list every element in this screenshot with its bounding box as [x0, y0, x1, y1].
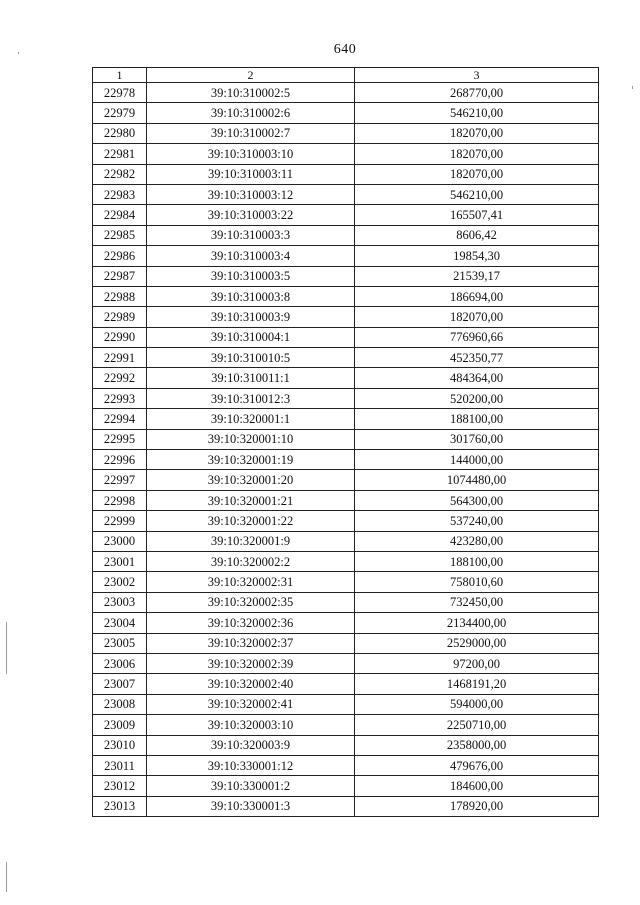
row-number-cell: 22997 — [93, 470, 147, 490]
cadastral-number-cell: 39:10:310012:3 — [147, 388, 355, 408]
cadastral-value-cell: 182070,00 — [355, 307, 599, 327]
row-number-cell: 23004 — [93, 613, 147, 633]
cadastral-number-cell: 39:10:310003:4 — [147, 246, 355, 266]
scan-edge-mark — [6, 622, 7, 674]
header-row — [93, 68, 599, 83]
cadastral-value-cell: 268770,00 — [355, 83, 599, 103]
table-row — [93, 674, 599, 694]
cadastral-value-cell: 184600,00 — [355, 776, 599, 796]
cadastral-number-cell: 39:10:310011:1 — [147, 368, 355, 388]
row-number-cell: 22996 — [93, 450, 147, 470]
cadastral-number-cell: 39:10:320002:37 — [147, 633, 355, 653]
table-row — [93, 633, 599, 653]
cadastral-number-cell: 39:10:320003:10 — [147, 715, 355, 735]
table-header — [93, 68, 599, 83]
cadastral-value-cell: 144000,00 — [355, 450, 599, 470]
cadastral-value-cell: 182070,00 — [355, 144, 599, 164]
table-row — [93, 511, 599, 531]
table-row — [93, 388, 599, 408]
table-row — [93, 327, 599, 347]
cadastral-value-cell: 758010,60 — [355, 572, 599, 592]
cadastral-value-cell: 97200,00 — [355, 653, 599, 673]
table-row — [93, 653, 599, 673]
cadastral-number-cell: 39:10:320002:35 — [147, 592, 355, 612]
cadastral-value-cell: 2529000,00 — [355, 633, 599, 653]
table-row — [93, 368, 599, 388]
cadastral-number-cell: 39:10:330001:3 — [147, 796, 355, 816]
table-row — [93, 164, 599, 184]
row-number-cell: 23000 — [93, 531, 147, 551]
table-row — [93, 613, 599, 633]
row-number-cell: 22988 — [93, 286, 147, 306]
table-row — [93, 409, 599, 429]
row-number-cell: 23011 — [93, 755, 147, 775]
row-number-cell: 22998 — [93, 490, 147, 510]
cadastral-number-cell: 39:10:310002:7 — [147, 123, 355, 143]
table-row — [93, 551, 599, 571]
row-number-cell: 22985 — [93, 225, 147, 245]
cadastral-number-cell: 39:10:310010:5 — [147, 348, 355, 368]
table-row — [93, 144, 599, 164]
cadastral-value-cell: 1468191,20 — [355, 674, 599, 694]
cadastral-number-cell: 39:10:310003:3 — [147, 225, 355, 245]
column-header-number: 1 — [93, 68, 147, 83]
cadastral-number-cell: 39:10:320001:21 — [147, 490, 355, 510]
cadastral-value-cell: 8606,42 — [355, 225, 599, 245]
cadastral-value-cell: 776960,66 — [355, 327, 599, 347]
cadastral-number-cell: 39:10:310002:5 — [147, 83, 355, 103]
row-number-cell: 22993 — [93, 388, 147, 408]
row-number-cell: 23008 — [93, 694, 147, 714]
cadastral-value-cell: 520200,00 — [355, 388, 599, 408]
table-row — [93, 246, 599, 266]
cadastral-value-cell: 182070,00 — [355, 164, 599, 184]
cadastral-value-cell: 188100,00 — [355, 409, 599, 429]
table-row — [93, 184, 599, 204]
cadastral-value-cell: 732450,00 — [355, 592, 599, 612]
table-body — [93, 83, 599, 817]
cadastral-number-cell: 39:10:320001:9 — [147, 531, 355, 551]
page-number: 640 — [333, 42, 357, 57]
row-number-cell: 22990 — [93, 327, 147, 347]
row-number-cell: 23010 — [93, 735, 147, 755]
cadastral-value-cell: 2358000,00 — [355, 735, 599, 755]
cadastral-number-cell: 39:10:310003:12 — [147, 184, 355, 204]
cadastral-number-cell: 39:10:310003:5 — [147, 266, 355, 286]
table-row — [93, 83, 599, 103]
cadastral-value-cell: 188100,00 — [355, 551, 599, 571]
column-header-value: 3 — [355, 68, 599, 83]
row-number-cell: 23012 — [93, 776, 147, 796]
row-number-cell: 22979 — [93, 103, 147, 123]
table-row — [93, 225, 599, 245]
scan-edge-mark — [6, 862, 7, 892]
cadastral-value-cell: 423280,00 — [355, 531, 599, 551]
cadastral-number-cell: 39:10:320002:40 — [147, 674, 355, 694]
cadastral-number-cell: 39:10:330001:2 — [147, 776, 355, 796]
row-number-cell: 22987 — [93, 266, 147, 286]
table-row — [93, 266, 599, 286]
cadastral-value-table — [92, 67, 599, 817]
row-number-cell: 22984 — [93, 205, 147, 225]
table-row — [93, 123, 599, 143]
cadastral-number-cell: 39:10:310003:8 — [147, 286, 355, 306]
table-row — [93, 103, 599, 123]
table-row — [93, 307, 599, 327]
table-row — [93, 755, 599, 775]
table-row — [93, 286, 599, 306]
table-row — [93, 796, 599, 816]
row-number-cell: 22995 — [93, 429, 147, 449]
cadastral-number-cell: 39:10:310003:9 — [147, 307, 355, 327]
cadastral-number-cell: 39:10:320002:39 — [147, 653, 355, 673]
row-number-cell: 23006 — [93, 653, 147, 673]
row-number-cell: 22980 — [93, 123, 147, 143]
cadastral-value-cell: 2134400,00 — [355, 613, 599, 633]
cadastral-value-cell: 182070,00 — [355, 123, 599, 143]
cadastral-value-cell: 2250710,00 — [355, 715, 599, 735]
row-number-cell: 23001 — [93, 551, 147, 571]
row-number-cell: 22982 — [93, 164, 147, 184]
cadastral-number-cell: 39:10:310004:1 — [147, 327, 355, 347]
scan-edge-mark — [632, 86, 633, 89]
cadastral-number-cell: 39:10:310003:11 — [147, 164, 355, 184]
cadastral-number-cell: 39:10:320001:22 — [147, 511, 355, 531]
row-number-cell: 22989 — [93, 307, 147, 327]
table-row — [93, 429, 599, 449]
row-number-cell: 22983 — [93, 184, 147, 204]
row-number-cell: 23013 — [93, 796, 147, 816]
row-number-cell: 22981 — [93, 144, 147, 164]
cadastral-number-cell: 39:10:310003:10 — [147, 144, 355, 164]
cadastral-value-cell: 546210,00 — [355, 103, 599, 123]
row-number-cell: 22986 — [93, 246, 147, 266]
row-number-cell: 22978 — [93, 83, 147, 103]
cadastral-value-cell: 537240,00 — [355, 511, 599, 531]
row-number-cell: 23002 — [93, 572, 147, 592]
cadastral-number-cell: 39:10:320001:20 — [147, 470, 355, 490]
cadastral-value-cell: 165507,41 — [355, 205, 599, 225]
row-number-cell: 22992 — [93, 368, 147, 388]
table-row — [93, 490, 599, 510]
scan-edge-mark — [18, 52, 19, 54]
row-number-cell: 23007 — [93, 674, 147, 694]
row-number-cell: 22999 — [93, 511, 147, 531]
row-number-cell: 23003 — [93, 592, 147, 612]
cadastral-value-cell: 452350,77 — [355, 348, 599, 368]
table-row — [93, 715, 599, 735]
table-row — [93, 470, 599, 490]
cadastral-number-cell: 39:10:310003:22 — [147, 205, 355, 225]
cadastral-number-cell: 39:10:320001:10 — [147, 429, 355, 449]
row-number-cell: 22994 — [93, 409, 147, 429]
table-row — [93, 348, 599, 368]
cadastral-number-cell: 39:10:320002:31 — [147, 572, 355, 592]
table-row — [93, 572, 599, 592]
cadastral-value-cell: 21539,17 — [355, 266, 599, 286]
cadastral-value-cell: 546210,00 — [355, 184, 599, 204]
cadastral-value-cell: 479676,00 — [355, 755, 599, 775]
cadastral-number-cell: 39:10:320001:19 — [147, 450, 355, 470]
table-row — [93, 735, 599, 755]
table-row — [93, 592, 599, 612]
cadastral-number-cell: 39:10:330001:12 — [147, 755, 355, 775]
cadastral-value-cell: 594000,00 — [355, 694, 599, 714]
cadastral-number-cell: 39:10:320003:9 — [147, 735, 355, 755]
table-row — [93, 450, 599, 470]
cadastral-value-cell: 186694,00 — [355, 286, 599, 306]
cadastral-value-cell: 19854,30 — [355, 246, 599, 266]
row-number-cell: 23005 — [93, 633, 147, 653]
table-row — [93, 205, 599, 225]
cadastral-number-cell: 39:10:310002:6 — [147, 103, 355, 123]
cadastral-number-cell: 39:10:320002:41 — [147, 694, 355, 714]
cadastral-value-cell: 178920,00 — [355, 796, 599, 816]
cadastral-value-cell: 301760,00 — [355, 429, 599, 449]
row-number-cell: 22991 — [93, 348, 147, 368]
row-number-cell: 23009 — [93, 715, 147, 735]
cadastral-number-cell: 39:10:320002:36 — [147, 613, 355, 633]
cadastral-number-cell: 39:10:320002:2 — [147, 551, 355, 571]
table-row — [93, 776, 599, 796]
cadastral-value-cell: 484364,00 — [355, 368, 599, 388]
cadastral-value-cell: 1074480,00 — [355, 470, 599, 490]
table-row — [93, 694, 599, 714]
table-row — [93, 531, 599, 551]
column-header-cadastral-number: 2 — [147, 68, 355, 83]
cadastral-number-cell: 39:10:320001:1 — [147, 409, 355, 429]
cadastral-value-cell: 564300,00 — [355, 490, 599, 510]
